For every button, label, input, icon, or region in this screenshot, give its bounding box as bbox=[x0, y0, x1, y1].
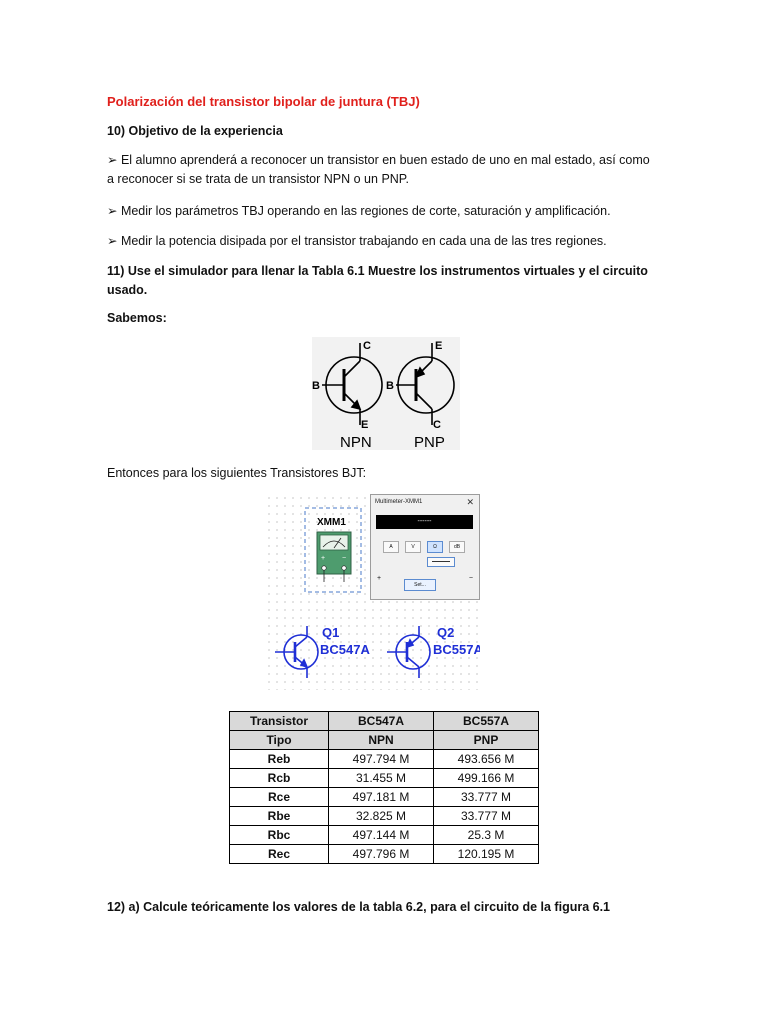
meter-label: XMM1 bbox=[317, 517, 346, 528]
q1-model: BC547A bbox=[320, 642, 370, 657]
npn-symbol bbox=[322, 343, 382, 425]
table-cell: 493.656 M bbox=[434, 750, 539, 769]
section-12-sub: a) bbox=[125, 900, 140, 914]
table-row bbox=[230, 807, 539, 826]
section-11-line-2: usado. bbox=[107, 283, 148, 297]
table-cell: Rbc bbox=[230, 826, 329, 845]
entonces-text: Entonces para los siguientes Transistores BJT: bbox=[107, 466, 367, 480]
section-12-text: Calcule teóricamente los valores de la tabla 6.2, para el circuito de la figura 6.1 bbox=[139, 900, 611, 914]
svg-text:−: − bbox=[342, 555, 347, 562]
table-header-cell: BC547A bbox=[329, 712, 434, 731]
positive-terminal-icon: + bbox=[377, 575, 382, 582]
q2-transistor[interactable] bbox=[387, 626, 430, 678]
table-header-cell: BC557A bbox=[434, 712, 539, 731]
objective-bullet-3: ➢ Medir la potencia disipada por el transistor trabajando en cada una de las tres regiones. bbox=[107, 234, 607, 248]
table-cell: 32.825 M bbox=[329, 807, 434, 826]
objective-bullet-1 bbox=[107, 151, 687, 189]
table-cell: 25.3 M bbox=[434, 826, 539, 845]
transistor-resistance-table bbox=[229, 711, 539, 864]
table-row bbox=[230, 750, 539, 769]
table-cell: Rec bbox=[230, 845, 329, 864]
pnp-b-label: B bbox=[386, 380, 394, 392]
npn-b-label: B bbox=[312, 380, 320, 392]
q2-model: BC557A bbox=[433, 642, 480, 657]
table-header-cell: Transistor bbox=[230, 712, 329, 731]
table-row bbox=[230, 788, 539, 807]
q1-transistor[interactable] bbox=[275, 626, 318, 678]
table-row bbox=[230, 826, 539, 845]
table-cell: PNP bbox=[434, 731, 539, 750]
table-cell: Tipo bbox=[230, 731, 329, 750]
section-10-number: 10) bbox=[107, 124, 126, 138]
objective-bullet-1-line-1: ➢ El alumno aprenderá a reconocer un transistor en buen estado de uno en mal estado, así como bbox=[107, 153, 650, 167]
negative-terminal-icon: − bbox=[468, 575, 473, 582]
transistor-symbols-figure bbox=[312, 337, 460, 450]
table-type-row bbox=[230, 731, 539, 750]
q1-name: Q1 bbox=[322, 625, 340, 640]
multimeter-panel[interactable] bbox=[370, 494, 480, 600]
table-cell: NPN bbox=[329, 731, 434, 750]
table-cell: 31.455 M bbox=[329, 769, 434, 788]
set-button[interactable]: Set... bbox=[404, 579, 436, 591]
pnp-e-label: E bbox=[435, 340, 443, 352]
table-cell: Reb bbox=[230, 750, 329, 769]
table-cell: 497.796 M bbox=[329, 845, 434, 864]
table-cell: 33.777 M bbox=[434, 807, 539, 826]
close-icon[interactable]: ✕ bbox=[466, 497, 474, 507]
section-12-heading bbox=[107, 898, 707, 917]
table-cell: Rce bbox=[230, 788, 329, 807]
table-row bbox=[230, 769, 539, 788]
npn-label: NPN bbox=[340, 434, 372, 450]
section-11-line-1: 11) Use el simulador para llenar la Tabla 6.1 Muestre los instrumentos virtuales y el circuito bbox=[107, 264, 648, 278]
dc-mode-button[interactable] bbox=[427, 557, 455, 567]
section-10-text: Objetivo de la experiencia bbox=[125, 124, 283, 138]
table-cell: 499.166 M bbox=[434, 769, 539, 788]
section-10-heading bbox=[107, 122, 667, 141]
section-12-number: 12) bbox=[107, 900, 126, 914]
table-cell: 33.777 M bbox=[434, 788, 539, 807]
objective-bullet-1-line-2: a reconocer si se trata de un transistor NPN o un PNP. bbox=[107, 172, 410, 186]
sabemos-label: Sabemos: bbox=[107, 311, 167, 325]
table-row bbox=[230, 845, 539, 864]
svg-text:+: + bbox=[321, 555, 326, 562]
table-header-row bbox=[230, 712, 539, 731]
table-cell: Rbe bbox=[230, 807, 329, 826]
multimeter-display: ------ bbox=[376, 515, 473, 529]
ohmmeter-button[interactable]: Ω bbox=[427, 541, 443, 553]
table-cell: 497.794 M bbox=[329, 750, 434, 769]
npn-e-label: E bbox=[361, 419, 369, 431]
page-title: Polarización del transistor bipolar de juntura (TBJ) bbox=[107, 94, 420, 109]
pnp-symbol bbox=[396, 343, 454, 425]
pnp-c-label: C bbox=[433, 419, 441, 431]
section-11-heading bbox=[107, 262, 687, 300]
voltmeter-button[interactable]: V bbox=[405, 541, 421, 553]
table-cell: Rcb bbox=[230, 769, 329, 788]
table-cell: 497.181 M bbox=[329, 788, 434, 807]
objective-bullet-2: ➢ Medir los parámetros TBJ operando en las regiones de corte, saturación y amplificación. bbox=[107, 204, 611, 218]
table-cell: 120.195 M bbox=[434, 845, 539, 864]
multimeter-panel-title: Multimeter-XMM1 bbox=[375, 499, 423, 505]
table-cell: 497.144 M bbox=[329, 826, 434, 845]
q2-name: Q2 bbox=[437, 625, 455, 640]
pnp-label: PNP bbox=[414, 434, 445, 450]
decibel-button[interactable]: dB bbox=[449, 541, 465, 553]
npn-c-label: C bbox=[363, 340, 371, 352]
ammeter-button[interactable]: A bbox=[383, 541, 399, 553]
